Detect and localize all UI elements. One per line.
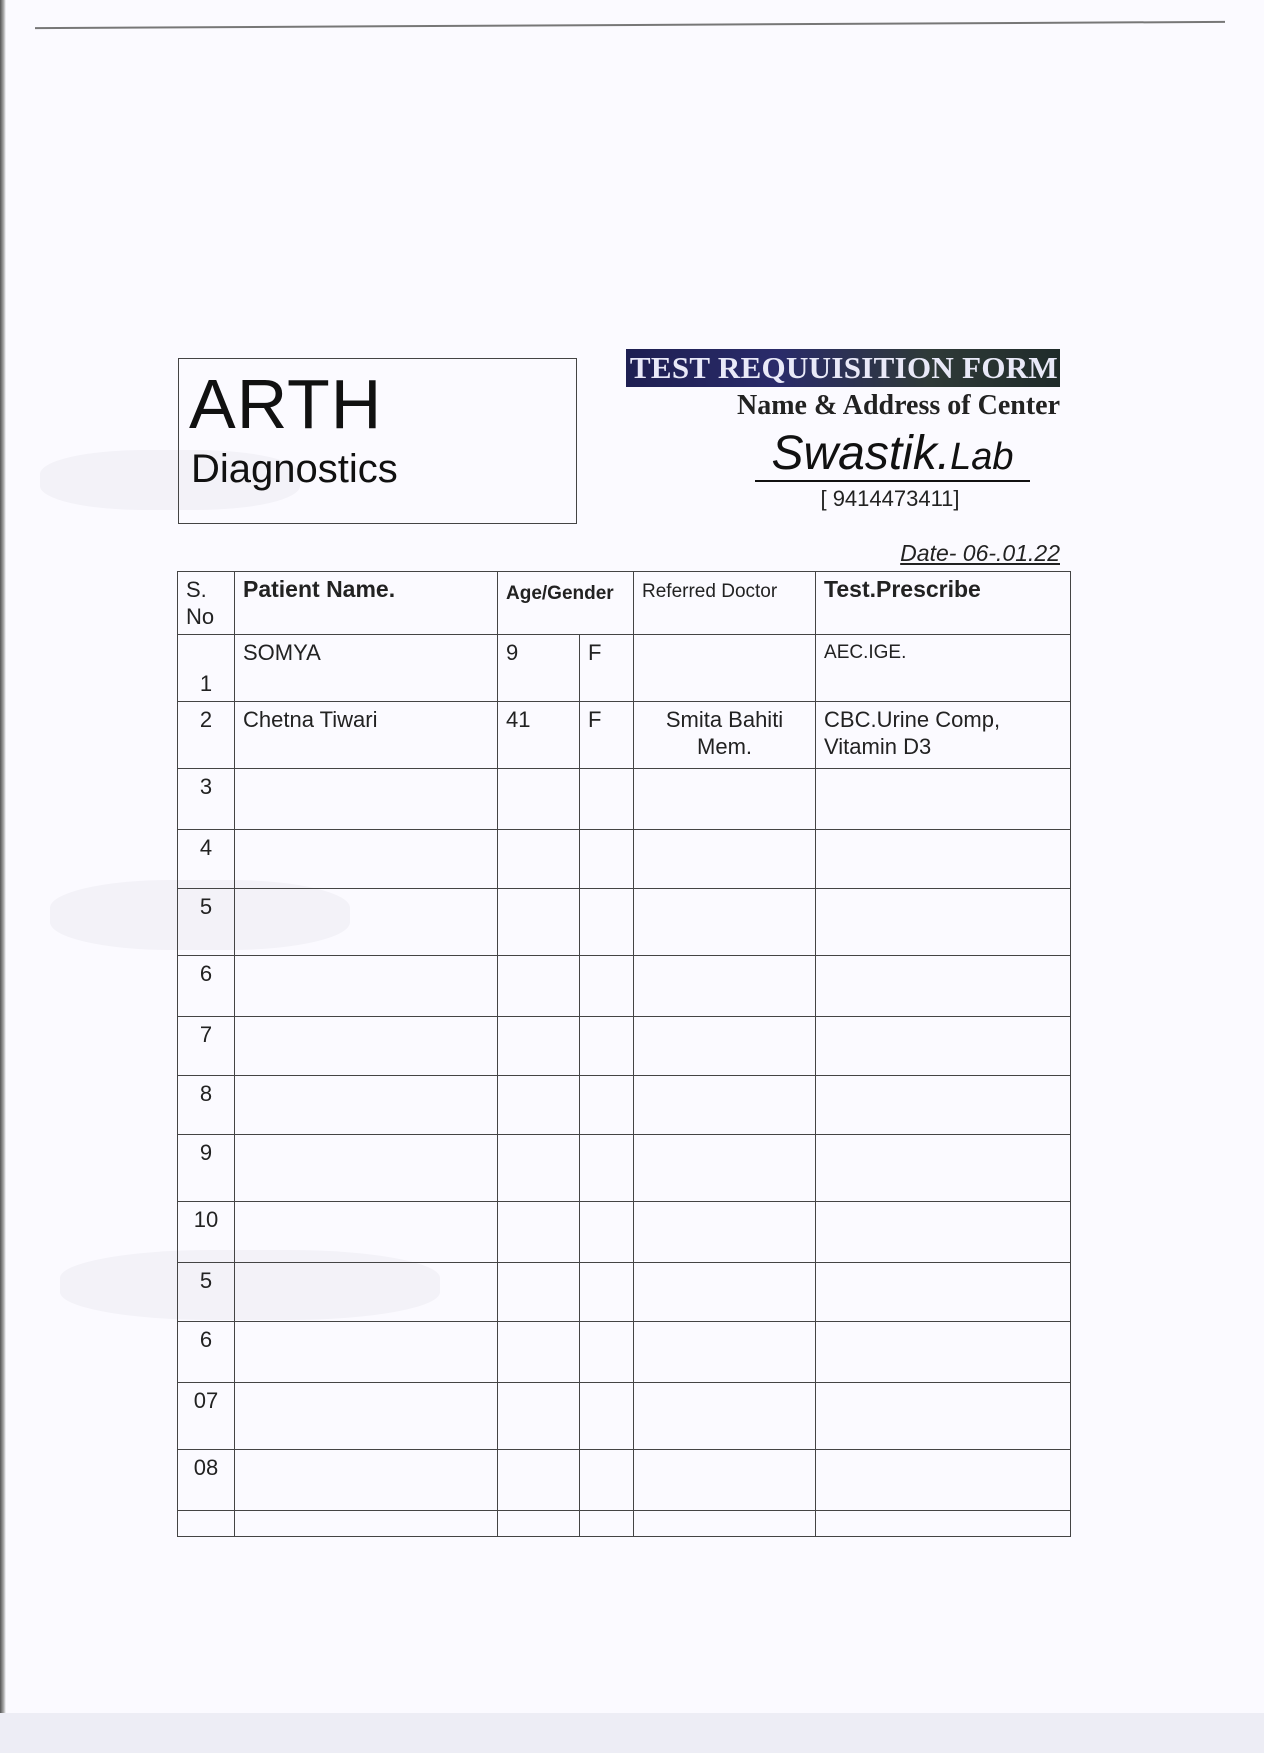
center-label: Name & Address of Center (737, 390, 1060, 421)
cell-referred-doctor (634, 889, 816, 956)
cell-gender (580, 1450, 634, 1511)
cell-age (498, 1383, 580, 1450)
cell-blank (178, 1511, 235, 1537)
cell-test-prescribe (816, 1135, 1071, 1202)
cell-age (498, 1202, 580, 1263)
cell-gender (580, 1017, 634, 1076)
cell-test-prescribe (816, 769, 1071, 830)
cell-blank (235, 1511, 498, 1537)
table-row (178, 702, 1071, 769)
cell-referred-doctor (634, 1263, 816, 1322)
cell-test-prescribe (816, 956, 1071, 1017)
cell-referred-doctor (634, 1135, 816, 1202)
cell-test-prescribe: CBC.Urine Comp, Vitamin D3 (816, 702, 1071, 769)
cell-age (498, 1263, 580, 1322)
cell-patient-name (235, 1450, 498, 1511)
cell-patient-name (235, 1322, 498, 1383)
center-name-suffix: Lab (950, 436, 1014, 478)
cell-sno: 3 (178, 769, 235, 830)
cell-gender (580, 830, 634, 889)
cell-sno: 5 (178, 889, 235, 956)
cell-referred-doctor (634, 1076, 816, 1135)
center-phone: [ 9414473411] (820, 486, 960, 511)
cell-sno: 2 (178, 702, 235, 769)
table-row (178, 635, 1071, 702)
cell-sno: 5 (178, 1263, 235, 1322)
top-rule (35, 21, 1225, 29)
cell-age (498, 1135, 580, 1202)
cell-sno: 6 (178, 956, 235, 1017)
table-body (178, 635, 1071, 1537)
cell-gender (580, 1135, 634, 1202)
cell-referred-doctor (634, 1322, 816, 1383)
cell-gender (580, 1202, 634, 1263)
cell-age (498, 1450, 580, 1511)
scan-bottom-band (0, 1713, 1264, 1753)
cell-sno: 10 (178, 1202, 235, 1263)
cell-referred-doctor (634, 1017, 816, 1076)
table-row (178, 769, 1071, 830)
cell-sno: 08 (178, 1450, 235, 1511)
cell-sno: 07 (178, 1383, 235, 1450)
table-row (178, 956, 1071, 1017)
table-row (178, 1322, 1071, 1383)
cell-test-prescribe (816, 1450, 1071, 1511)
header-patient-name: Patient Name. (235, 572, 498, 635)
table-row (178, 1450, 1071, 1511)
cell-sno: 8 (178, 1076, 235, 1135)
cell-referred-doctor (634, 956, 816, 1017)
cell-test-prescribe (816, 1017, 1071, 1076)
cell-gender (580, 956, 634, 1017)
cell-age (498, 769, 580, 830)
table-row-blank (178, 1511, 1071, 1537)
scan-edge (0, 0, 6, 1753)
form-date: Date- 06-.01.22 (900, 540, 1060, 566)
cell-referred-doctor (634, 1383, 816, 1450)
table-row (178, 1076, 1071, 1135)
cell-test-prescribe: AEC.IGE. (816, 635, 1071, 702)
cell-patient-name (235, 1017, 498, 1076)
cell-gender (580, 889, 634, 956)
form-title: TEST REQUUISITION FORM (626, 349, 1060, 387)
logo-main-text: ARTH (189, 365, 383, 443)
cell-referred-doctor: Smita Bahiti Mem. (634, 702, 816, 769)
cell-age (498, 830, 580, 889)
cell-blank (816, 1511, 1071, 1537)
cell-test-prescribe (816, 830, 1071, 889)
cell-test-prescribe (816, 1202, 1071, 1263)
cell-patient-name (235, 830, 498, 889)
cell-patient-name (235, 1135, 498, 1202)
table-row (178, 1202, 1071, 1263)
cell-test-prescribe (816, 1322, 1071, 1383)
header-referred-doctor: Referred Doctor (634, 572, 816, 635)
cell-age: 41 (498, 702, 580, 769)
cell-test-prescribe (816, 1263, 1071, 1322)
logo-sub-text: Diagnostics (191, 447, 398, 491)
cell-patient-name: Chetna Tiwari (235, 702, 498, 769)
table-row (178, 1383, 1071, 1450)
cell-sno: 9 (178, 1135, 235, 1202)
center-name (755, 427, 1030, 480)
cell-sno: 6 (178, 1322, 235, 1383)
cell-test-prescribe (816, 1076, 1071, 1135)
cell-gender (580, 1263, 634, 1322)
table-row (178, 889, 1071, 956)
cell-blank (580, 1511, 634, 1537)
cell-age (498, 1076, 580, 1135)
header-test-prescribe: Test.Prescribe (816, 572, 1071, 635)
table-row (178, 1135, 1071, 1202)
cell-referred-doctor (634, 769, 816, 830)
cell-referred-doctor (634, 1450, 816, 1511)
cell-age (498, 1017, 580, 1076)
header-age-gender: Age/Gender (498, 572, 634, 635)
cell-age (498, 1322, 580, 1383)
cell-gender: F (580, 702, 634, 769)
cell-patient-name (235, 1263, 498, 1322)
table-row (178, 830, 1071, 889)
cell-sno: 1 (178, 635, 235, 702)
cell-gender (580, 769, 634, 830)
cell-age (498, 956, 580, 1017)
cell-gender: F (580, 635, 634, 702)
cell-patient-name (235, 889, 498, 956)
center-name-underline (755, 480, 1030, 482)
cell-patient-name (235, 956, 498, 1017)
cell-blank (498, 1511, 580, 1537)
cell-referred-doctor (634, 1202, 816, 1263)
cell-age (498, 889, 580, 956)
table-header-row (178, 572, 1071, 635)
cell-gender (580, 1076, 634, 1135)
cell-gender (580, 1322, 634, 1383)
form-header (600, 349, 1060, 387)
cell-patient-name: SOMYA (235, 635, 498, 702)
logo-box (178, 358, 577, 524)
table-row (178, 1017, 1071, 1076)
requisition-table (177, 571, 1071, 1537)
cell-test-prescribe (816, 889, 1071, 956)
cell-referred-doctor (634, 830, 816, 889)
cell-sno: 7 (178, 1017, 235, 1076)
cell-patient-name (235, 1383, 498, 1450)
requisition-table-wrap (177, 571, 1070, 1537)
table-row (178, 1263, 1071, 1322)
center-name-main: Swastik. (771, 427, 951, 480)
cell-patient-name (235, 1202, 498, 1263)
cell-test-prescribe (816, 1383, 1071, 1450)
cell-age: 9 (498, 635, 580, 702)
cell-referred-doctor (634, 635, 816, 702)
cell-blank (634, 1511, 816, 1537)
cell-sno: 4 (178, 830, 235, 889)
cell-patient-name (235, 769, 498, 830)
cell-gender (580, 1383, 634, 1450)
header-sno: S. No (178, 572, 235, 635)
cell-patient-name (235, 1076, 498, 1135)
